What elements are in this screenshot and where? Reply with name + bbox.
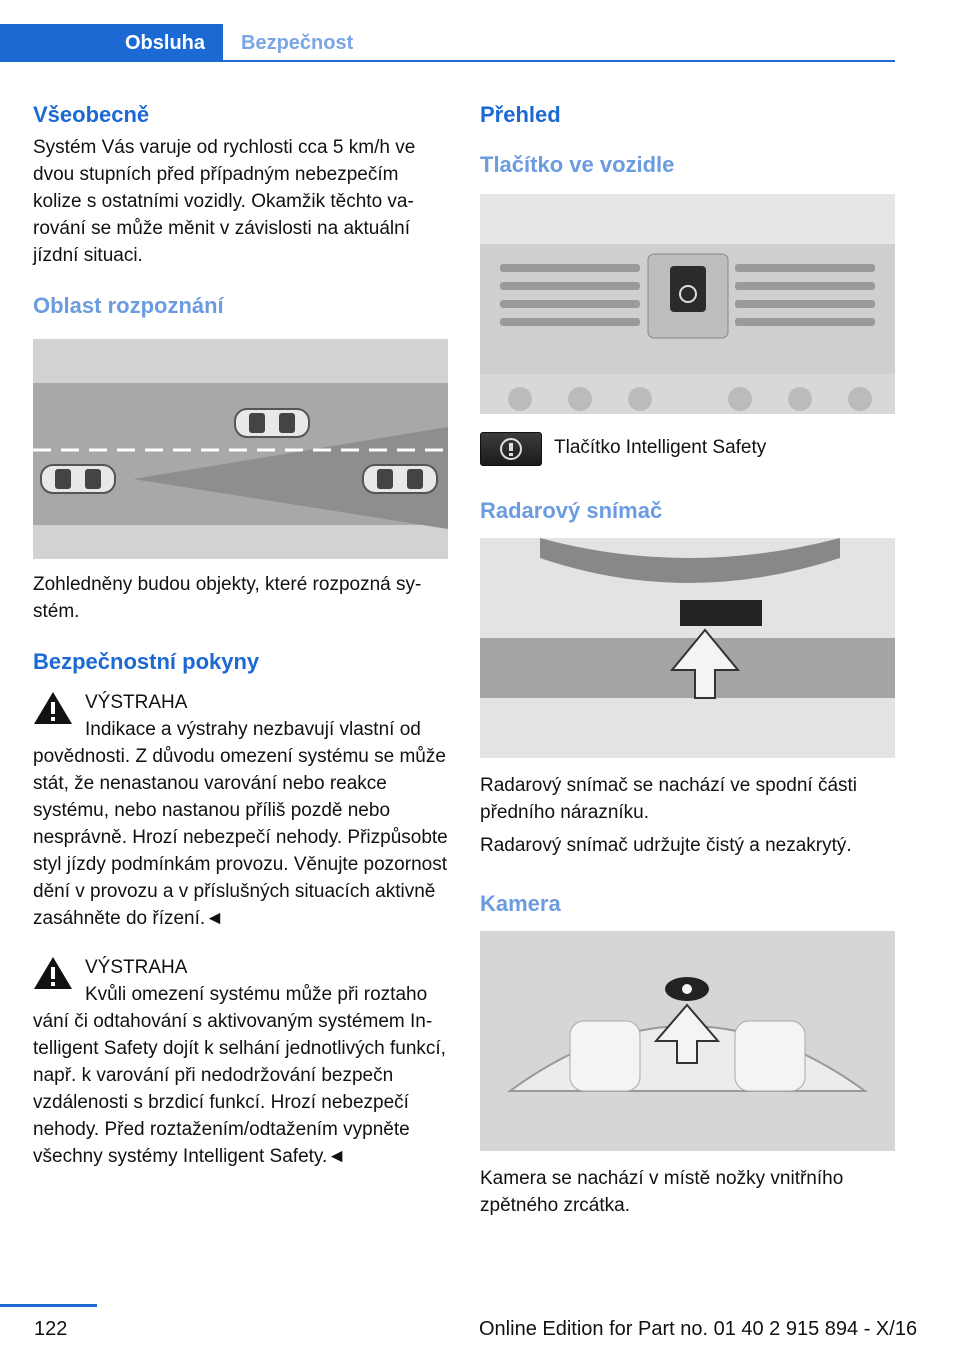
right-column xyxy=(480,100,895,1219)
warning-2-heading: VÝSTRAHA xyxy=(85,957,188,978)
footer-accent-line xyxy=(0,1304,97,1307)
radar-cleaning-text: Radarový snímač udržujte čistý a nezakrytý. xyxy=(480,835,852,856)
intelligent-safety-button-icon xyxy=(480,432,542,466)
intelligent-safety-button-label: Tlačítko Intelligent Safety xyxy=(554,437,767,458)
section-title-detection-area: Oblast rozpoznání xyxy=(33,293,224,318)
camera-photo xyxy=(480,931,895,1151)
left-column xyxy=(33,100,448,1170)
chapter-tab-bar xyxy=(0,24,895,62)
intelligent-safety-legend xyxy=(480,432,895,466)
tab-obsluha[interactable]: Obsluha xyxy=(0,24,223,62)
detection-area-illustration xyxy=(33,339,448,559)
warning-2-text: vání či odtahování s aktivovaným systémem Intelligent Safety dojít k selhání jednotlivých funkcí, např. k varování při nedodržování bezpečn vzdálenosti s brzdicí funkcí. Hrozí nebezpečí nehody. Před roztažením/odtažením vypněte všechny systémy Intelligent Safety.◄ xyxy=(33,1011,446,1167)
dashboard-vents-illustration xyxy=(480,194,895,414)
camera-location-text: Kamera se nachází v místě nožky vnitřního zpětného zrcátka. xyxy=(480,1168,844,1216)
warning-1-text: povědnosti. Z důvodu omezení systému se může stát, že nenastanou varování nebo reakce systému, nebo nastanou příliš pozdě nebo nesprávně. Hrozí nebezpečí nehody. Přizpůsobte styl jízdy podmínkám provozu. Věnujte pozornost dění v provozu a v příslušných situacích aktivně zasáhněte do řízení.◄ xyxy=(33,746,448,929)
edition-note: Online Edition for Part no. 01 40 2 915 894 - X/16 xyxy=(479,1318,918,1340)
section-title-button-in-vehicle: Tlačítko ve vozidle xyxy=(480,152,675,177)
detection-area-caption: Zohledněny budou objekty, které rozpozná systém. xyxy=(33,574,422,622)
warning-1-first-line: Indikace a výstrahy nezbavují vlastní od xyxy=(85,719,421,740)
warning-block-2 xyxy=(33,954,448,1170)
page-number: 122 xyxy=(34,1318,68,1340)
tab-bezpecnost[interactable]: Bezpečnost xyxy=(241,31,354,54)
windshield-camera-illustration xyxy=(480,931,895,1151)
car-left-icon xyxy=(41,465,115,493)
section-title-overview: Přehled xyxy=(480,102,561,127)
warning-block-1 xyxy=(33,689,448,932)
dashboard-button-photo xyxy=(480,194,895,414)
general-text: Systém Vás varuje od rychlosti cca 5 km/h ve dvou stupních před případným nebezpečím kolize s ostatními vozidly. Okamžik těchto varování se může měnit v závislosti na aktuální jízdní situaci. xyxy=(33,137,416,266)
bumper-radar-illustration xyxy=(480,538,895,758)
section-title-radar-sensor: Radarový snímač xyxy=(480,498,663,523)
section-title-general: Všeobecně xyxy=(33,102,150,127)
warning-triangle-icon xyxy=(33,956,73,990)
warning-triangle-icon xyxy=(33,691,73,725)
warning-1-heading: VÝSTRAHA xyxy=(85,692,188,713)
car-top-icon xyxy=(235,409,309,437)
warning-2-first-line: Kvůli omezení systému může při roztaho xyxy=(85,984,428,1005)
section-title-safety: Bezpečnostní pokyny xyxy=(33,649,260,674)
radar-location-text: Radarový snímač se nachází ve spodní části předního nárazníku. xyxy=(480,775,858,823)
radar-sensor-photo xyxy=(480,538,895,758)
section-title-camera: Kamera xyxy=(480,891,561,916)
car-right-icon xyxy=(363,465,437,493)
road-cars-diagram xyxy=(33,339,448,559)
